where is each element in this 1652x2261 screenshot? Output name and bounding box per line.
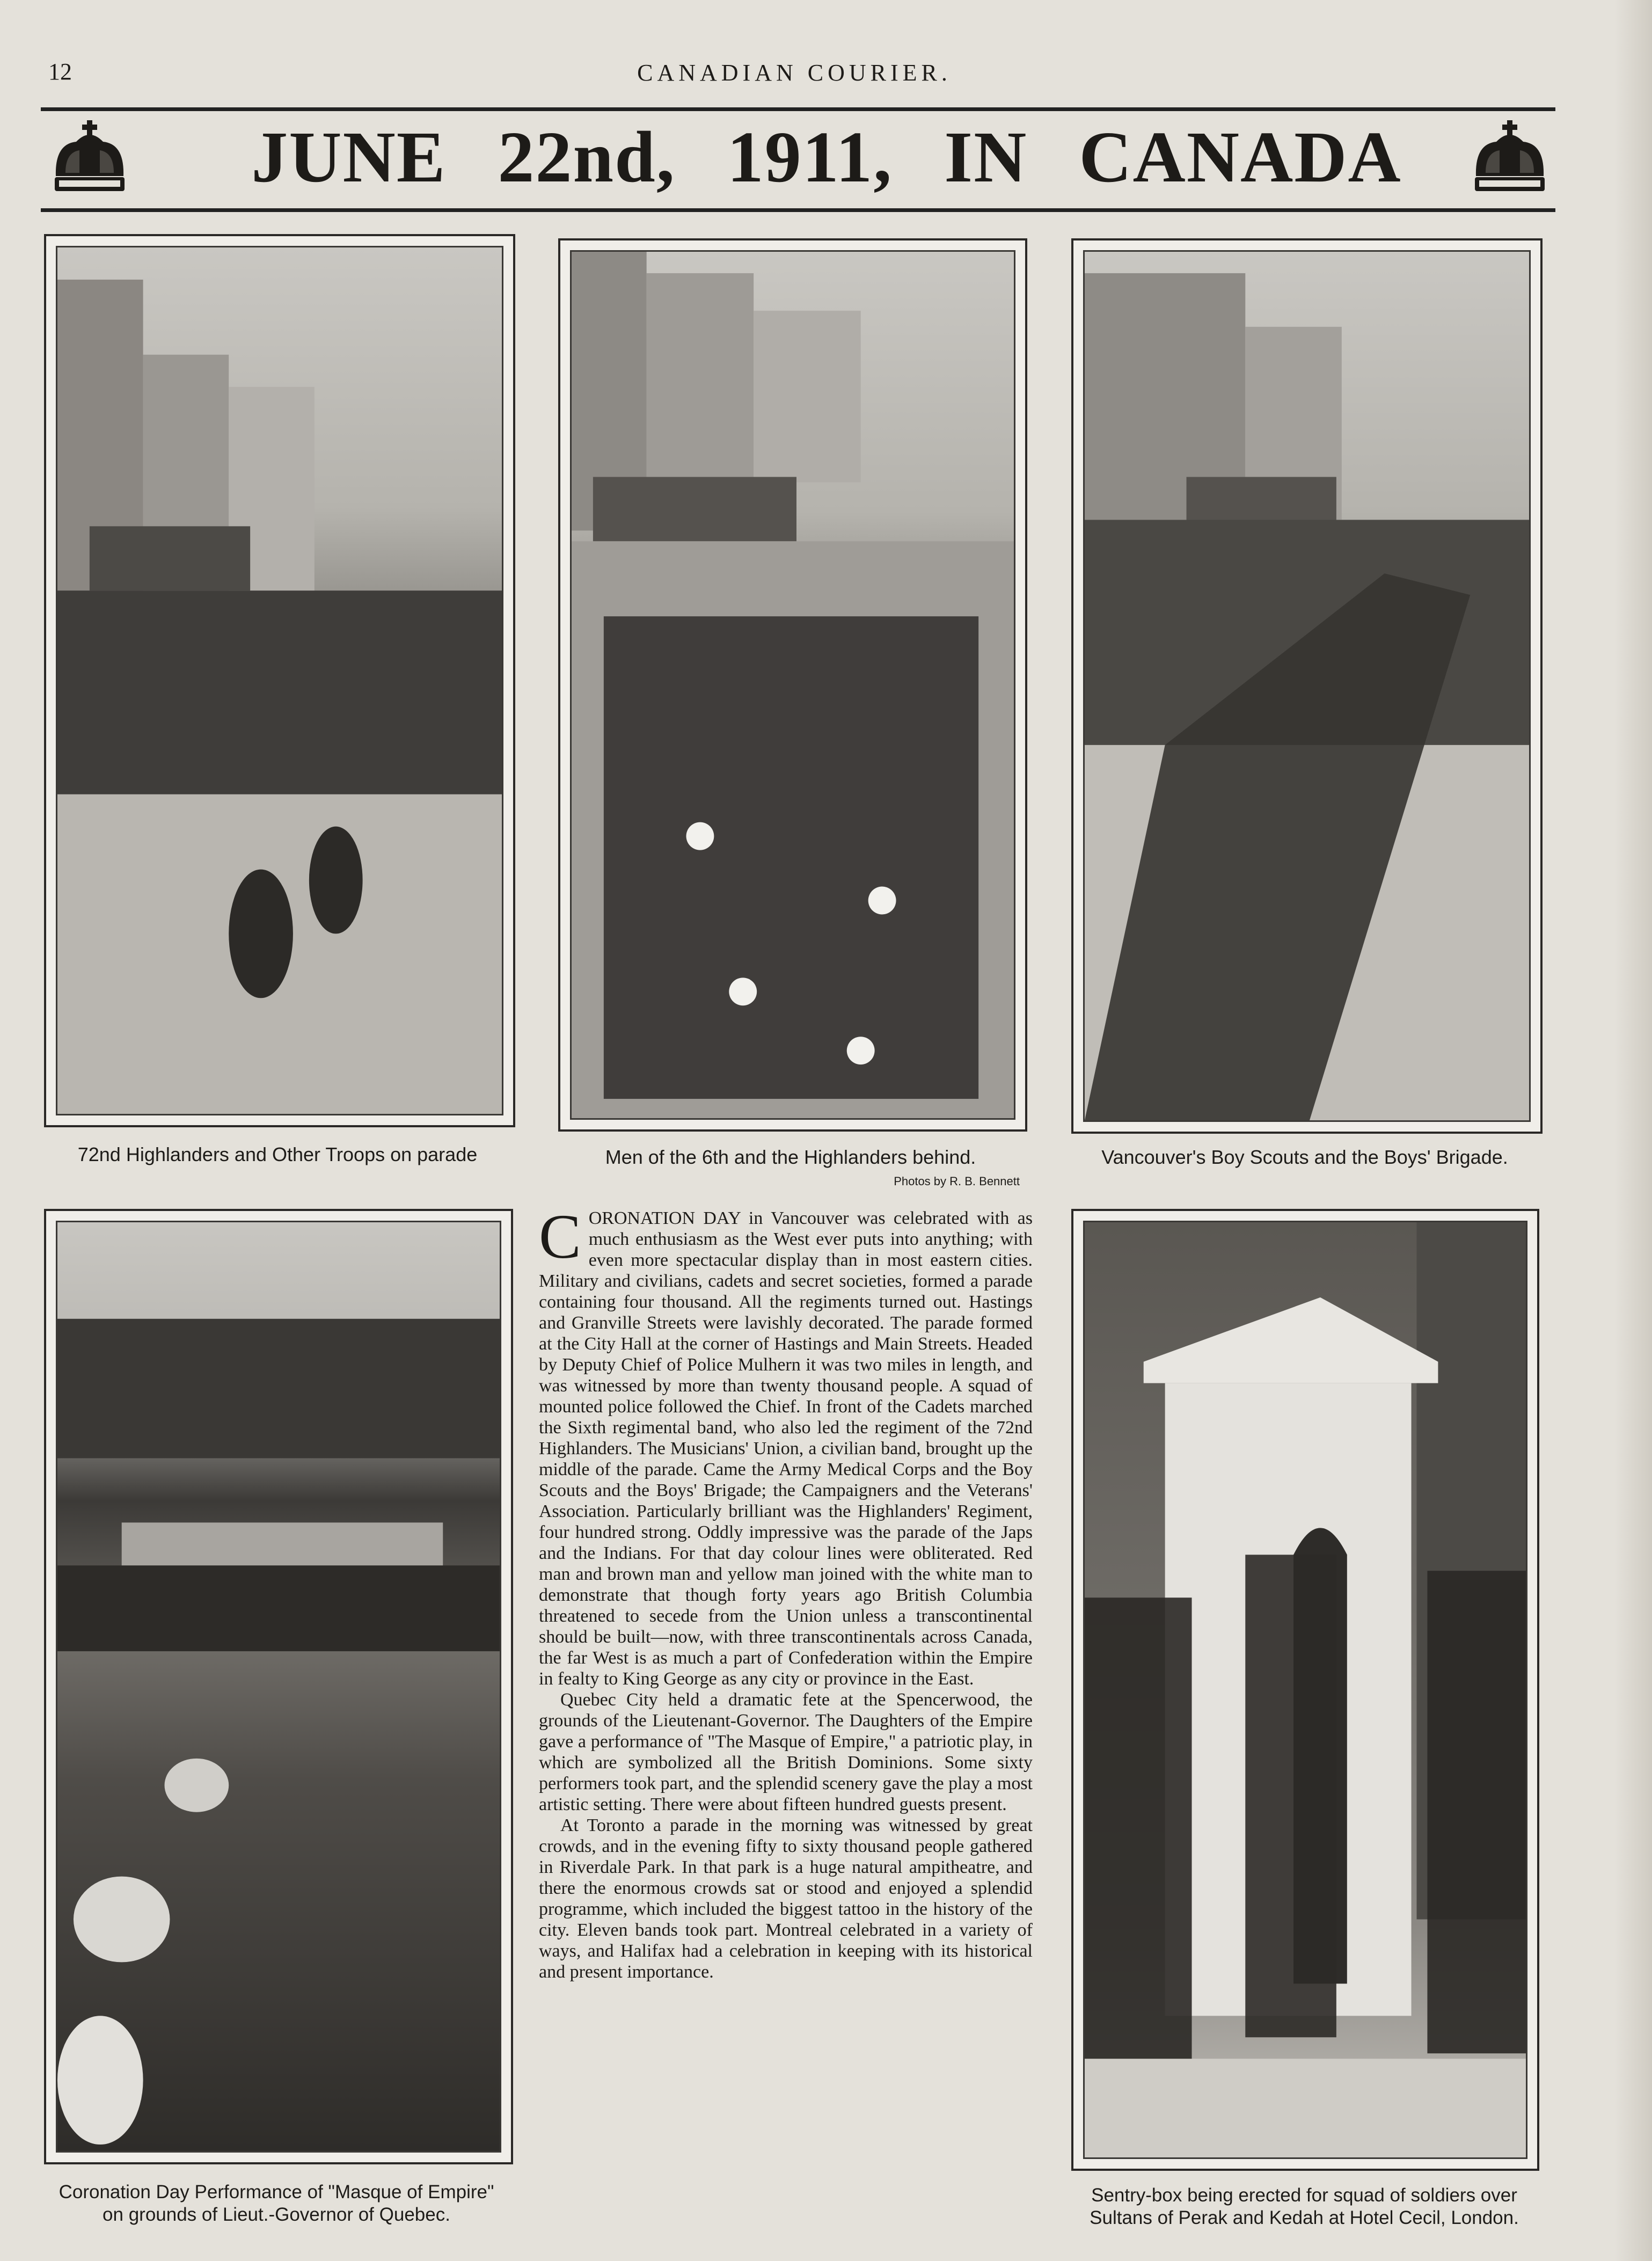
article-paragraph <box>539 1201 1033 1689</box>
article-paragraph-2-text: Quebec City held a dramatic fete at the Spencerwood, the grounds of the Lieutenant-Governor. The Daughters of the Empire gave a performance of "The Masque of Empire," a patriotic play, in which are symbolized all the British Dominions. Some sixty performers took part, and the splendid scenery gave the play a most artistic setting. There were about fifteen hundred guests present. <box>539 1690 1033 1814</box>
caption-masque-line2: on grounds of Lieut.-Governor of Quebec. <box>103 2204 450 2225</box>
sentry-box-photo <box>1083 1221 1527 2159</box>
article-paragraph-3-text: At Toronto a parade in the morning was witnessed by great crowds, and in the evening fifty to sixty thousand people gathered in Riverdale Park. In that park is a huge natural ampitheatre, and there the enormous crowds sat or stood and enjoyed a splendid programme, which included the biggest tattoo in the history of the city. Eleven bands took part. Montreal celebrated in a variety of ways, and Halifax had a celebration in keeping with its historical and present importance. <box>539 1815 1033 1982</box>
marching-soldiers-photo <box>570 250 1015 1120</box>
masthead-bottom-rule <box>41 208 1555 212</box>
page-number: 12 <box>48 59 72 85</box>
article-paragraph-1-text: ORONATION DAY in Vancouver was celebrated with as much enthusiasm as the West ever puts into anything; with even more spectacular display than in most eastern cities. Military and civilians, cadets and secret societies, formed a parade containing four thousand. All the regiments turned out. Hastings and Granville Streets were lavishly decorated. The parade formed at the City Hall at the corner of Hastings and Main Streets. Headed by Deputy Chief of Police Mulhern it was two miles in length, and was witnessed by more than twenty thousand people. A squad of mounted police followed the Chief. In front of the Cadets marched the Sixth regimental band, who also led the regiment of the 72nd Highlanders. The Musicians' Union, a civilian band, brought up the middle of the parade. Came the Army Medical Corps and the Boy Scouts and the Boys' Brigade; the Campaigners and the Veterans' Association. Particularly brilliant was the Highlanders' Regiment, four hundred strong. Oddly impressive was the parade of the Japs and the Indians. For that day colour lines were obliterated. Red man and brown man and yellow man joined with the white man to demonstrate that though forty years ago British Columbia threatened to secede from the Union unless a transcontinental should be built—now, with three transcontinentals across Canada, the far West is as much a part of Confederation within the Empire in fealty to King George as any city or province in the East. <box>539 1208 1033 1689</box>
coronation-article <box>539 1201 1033 1982</box>
caption-sentry-line1: Sentry-box being erected for squad of soldiers over <box>1091 2185 1517 2206</box>
photo-frame-mounted-troops <box>44 234 515 1127</box>
masque-performance-photo <box>56 1221 501 2153</box>
caption-marching-soldiers: Men of the 6th and the Highlanders behind. <box>605 1146 976 1168</box>
masthead-top-rule <box>41 107 1555 111</box>
caption-masque-line1: Coronation Day Performance of "Masque of Empire" <box>59 2182 494 2202</box>
photo-credit: Photos by R. B. Bennett <box>894 1175 1020 1188</box>
running-head: CANADIAN COURIER. <box>637 60 952 86</box>
caption-sentry-line2: Sultans of Perak and Kedah at Hotel Cecil, London. <box>1090 2207 1519 2228</box>
drop-cap: C <box>539 1201 581 1272</box>
article-paragraph <box>539 1815 1033 1982</box>
page-edge-shadow <box>1614 0 1652 2261</box>
photo-frame-boy-scouts <box>1071 238 1543 1134</box>
photo-frame-marching-soldiers <box>558 238 1027 1132</box>
article-paragraph <box>539 1689 1033 1815</box>
mounted-troops-photo <box>56 246 503 1115</box>
caption-mounted-troops: 72nd Highlanders and Other Troops on parade <box>77 1143 478 1165</box>
boy-scouts-photo <box>1083 250 1531 1122</box>
crown-icon <box>44 117 135 198</box>
caption-boy-scouts: Vancouver's Boy Scouts and the Boys' Brigade. <box>1101 1146 1508 1168</box>
photo-frame-masque-performance <box>44 1209 513 2164</box>
photo-frame-sentry-box <box>1071 1209 1539 2171</box>
crown-icon <box>1464 117 1555 198</box>
masthead-title: JUNE 22nd, 1911, IN CANADA <box>251 117 1402 198</box>
